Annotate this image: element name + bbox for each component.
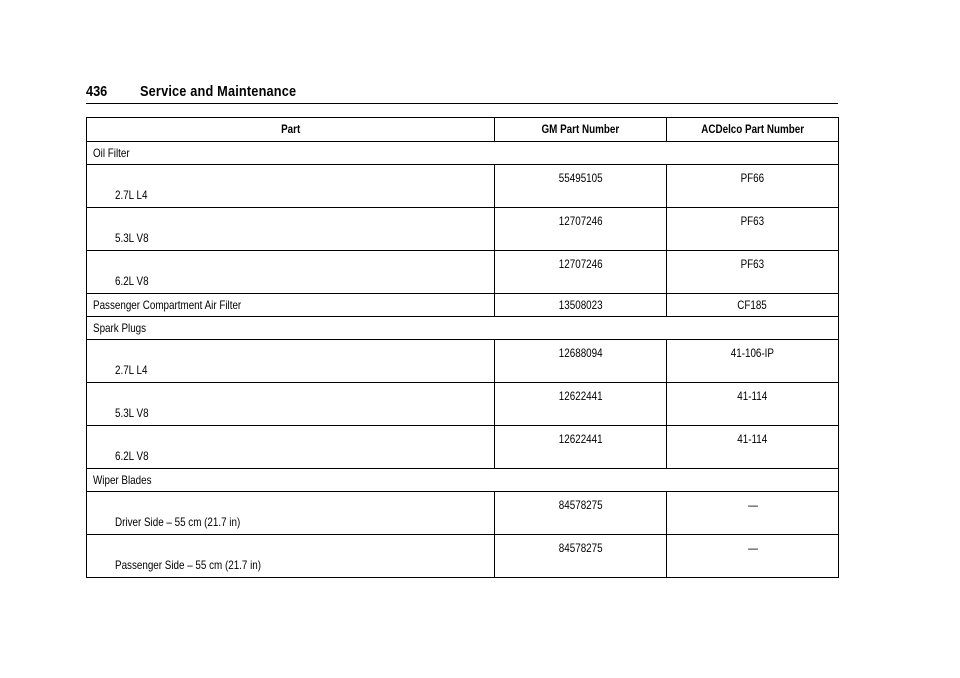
gm-part-number: 12622441 xyxy=(495,426,667,469)
gm-part-number: 12707246 xyxy=(495,208,667,251)
gm-part-number: 55495105 xyxy=(495,165,667,208)
gm-part-number: 12707246 xyxy=(495,251,667,294)
table-row xyxy=(87,426,839,469)
table-row xyxy=(87,340,839,383)
acdelco-part-number: 41-114 xyxy=(667,426,839,469)
gm-part-number: 12622441 xyxy=(495,383,667,426)
part-name: Driver Side – 55 cm (21.7 in) xyxy=(87,492,495,535)
group-label: Oil Filter xyxy=(87,142,839,165)
parts-table xyxy=(86,117,839,578)
part-name: Passenger Compartment Air Filter xyxy=(87,294,495,317)
part-name: 5.3L V8 xyxy=(87,383,495,426)
part-name: 2.7L L4 xyxy=(87,165,495,208)
group-label: Wiper Blades xyxy=(87,469,839,492)
section-title: Service and Maintenance xyxy=(140,83,297,100)
acdelco-part-number: PF63 xyxy=(667,251,839,294)
acdelco-part-number: 41-106-IP xyxy=(667,340,839,383)
acdelco-part-number: 41-114 xyxy=(667,383,839,426)
header-gm-part-number: GM Part Number xyxy=(495,118,667,142)
gm-part-number: 13508023 xyxy=(495,294,667,317)
acdelco-part-number: — xyxy=(667,492,839,535)
gm-part-number: 84578275 xyxy=(495,492,667,535)
part-name: Passenger Side – 55 cm (21.7 in) xyxy=(87,535,495,578)
table-row xyxy=(87,492,839,535)
table-row-wiper-blades xyxy=(87,469,839,492)
gm-part-number: 12688094 xyxy=(495,340,667,383)
table-row xyxy=(87,383,839,426)
table-row xyxy=(87,208,839,251)
group-label: Spark Plugs xyxy=(87,317,839,340)
gm-part-number: 84578275 xyxy=(495,535,667,578)
part-name: 2.7L L4 xyxy=(87,340,495,383)
part-name: 6.2L V8 xyxy=(87,251,495,294)
table-row xyxy=(87,535,839,578)
table-header-row xyxy=(87,118,839,142)
table-row xyxy=(87,165,839,208)
page-number: 436 xyxy=(86,83,108,100)
table-row-spark-plugs xyxy=(87,317,839,340)
table-row-air-filter xyxy=(87,294,839,317)
part-name: 6.2L V8 xyxy=(87,426,495,469)
part-name: 5.3L V8 xyxy=(87,208,495,251)
acdelco-part-number: PF63 xyxy=(667,208,839,251)
acdelco-part-number: PF66 xyxy=(667,165,839,208)
header-acdelco-part-number: ACDelco Part Number xyxy=(667,118,839,142)
acdelco-part-number: CF185 xyxy=(667,294,839,317)
acdelco-part-number: — xyxy=(667,535,839,578)
table-row xyxy=(87,251,839,294)
page-header xyxy=(86,83,838,104)
table-row-oil-filter xyxy=(87,142,839,165)
header-part: Part xyxy=(87,118,495,142)
